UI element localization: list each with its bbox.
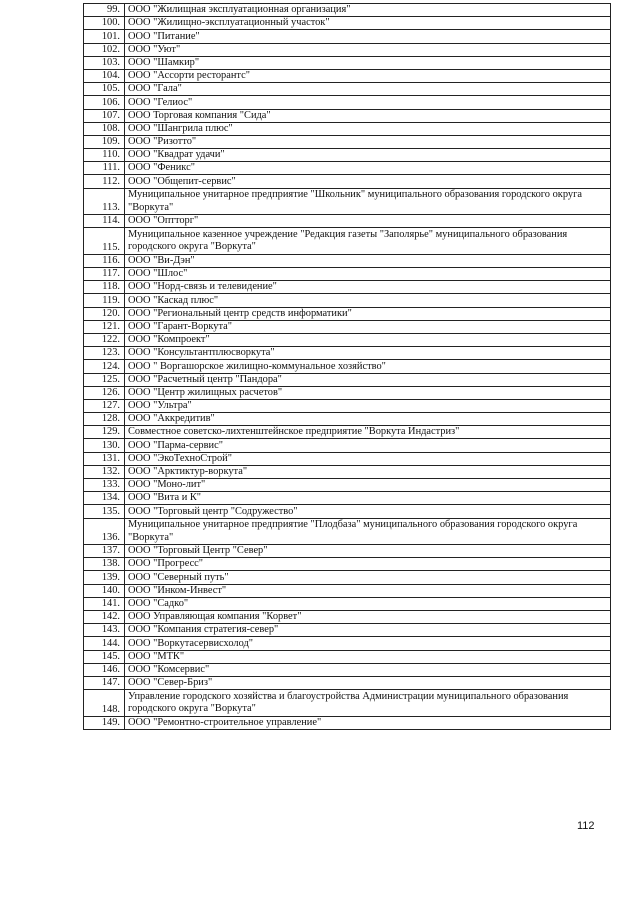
table-row: [84, 228, 611, 255]
organization-name: ООО "Арктиктур-воркута": [125, 465, 611, 478]
organization-name: ООО "Феникс": [125, 162, 611, 175]
table-row: [84, 624, 611, 637]
table-row: [84, 650, 611, 663]
organization-name: ООО "Гала": [125, 83, 611, 96]
row-number: 136.: [84, 518, 125, 545]
row-number: 115.: [84, 228, 125, 255]
row-number: 139.: [84, 571, 125, 584]
organization-name: ООО "Комсервис": [125, 663, 611, 676]
table-row: [84, 505, 611, 518]
row-number: 123.: [84, 347, 125, 360]
table-row: [84, 413, 611, 426]
row-number: 148.: [84, 690, 125, 717]
table-row: [84, 43, 611, 56]
row-number: 146.: [84, 663, 125, 676]
table-row: [84, 571, 611, 584]
table-row: [84, 347, 611, 360]
table-row: [84, 663, 611, 676]
organization-name: ООО "Торговый центр "Содружество": [125, 505, 611, 518]
row-number: 131.: [84, 452, 125, 465]
table-row: [84, 294, 611, 307]
table-row: [84, 518, 611, 545]
organization-name: ООО "Каскад плюс": [125, 294, 611, 307]
table-row: [84, 399, 611, 412]
organization-name: ООО "Прогресс": [125, 558, 611, 571]
organization-name: ООО "Оптторг": [125, 215, 611, 228]
row-number: 134.: [84, 492, 125, 505]
organization-name: ООО "Гарант-Воркута": [125, 320, 611, 333]
organization-name: ООО "Аккредитив": [125, 413, 611, 426]
row-number: 149.: [84, 716, 125, 729]
organization-name: ООО "Жилищная эксплуатационная организация": [125, 4, 611, 17]
table-row: [84, 96, 611, 109]
organization-name: ООО "Региональный центр средств информатики": [125, 307, 611, 320]
table-row: [84, 597, 611, 610]
table-row: [84, 320, 611, 333]
table-row: [84, 439, 611, 452]
organization-name: ООО "Ви-Дэн": [125, 254, 611, 267]
row-number: 133.: [84, 479, 125, 492]
table-row: [84, 175, 611, 188]
organization-name: Муниципальное унитарное предприятие "Плодбаза" муниципального образования городского округа "Воркута": [125, 518, 611, 545]
row-number: 142.: [84, 611, 125, 624]
row-number: 138.: [84, 558, 125, 571]
table-row: [84, 122, 611, 135]
table-row: [84, 545, 611, 558]
table-row: [84, 558, 611, 571]
table-row: [84, 4, 611, 17]
table-row: [84, 307, 611, 320]
row-number: 137.: [84, 545, 125, 558]
organizations-table-body: [84, 4, 611, 730]
row-number: 111.: [84, 162, 125, 175]
table-row: [84, 254, 611, 267]
table-row: [84, 215, 611, 228]
row-number: 108.: [84, 122, 125, 135]
table-row: [84, 83, 611, 96]
row-number: 135.: [84, 505, 125, 518]
row-number: 127.: [84, 399, 125, 412]
row-number: 113.: [84, 188, 125, 215]
organizations-table: [83, 3, 611, 730]
organization-name: ООО "Инком-Инвест": [125, 584, 611, 597]
row-number: 141.: [84, 597, 125, 610]
table-row: [84, 17, 611, 30]
row-number: 120.: [84, 307, 125, 320]
row-number: 125.: [84, 373, 125, 386]
organization-name: ООО "Расчетный центр "Пандора": [125, 373, 611, 386]
row-number: 101.: [84, 30, 125, 43]
organization-name: ООО "Гелиос": [125, 96, 611, 109]
row-number: 100.: [84, 17, 125, 30]
organization-name: Управление городского хозяйства и благоустройства Администрации муниципального образования городского округа "Воркута": [125, 690, 611, 717]
row-number: 107.: [84, 109, 125, 122]
row-number: 143.: [84, 624, 125, 637]
organization-name: ООО "ЭкоТехноСтрой": [125, 452, 611, 465]
table-row: [84, 690, 611, 717]
organization-name: ООО "Общепит-сервис": [125, 175, 611, 188]
row-number: 116.: [84, 254, 125, 267]
row-number: 122.: [84, 333, 125, 346]
row-number: 109.: [84, 135, 125, 148]
organization-name: ООО "Шангрила плюс": [125, 122, 611, 135]
row-number: 110.: [84, 149, 125, 162]
row-number: 129.: [84, 426, 125, 439]
organization-name: ООО "Шамкир": [125, 56, 611, 69]
table-row: [84, 333, 611, 346]
organization-name: ООО "МТК": [125, 650, 611, 663]
organization-name: ООО "Садко": [125, 597, 611, 610]
organization-name: Муниципальное унитарное предприятие "Школьник" муниципального образования городского округа "Воркута": [125, 188, 611, 215]
row-number: 140.: [84, 584, 125, 597]
table-row: [84, 611, 611, 624]
organization-name: ООО "Центр жилищных расчетов": [125, 386, 611, 399]
organization-name: ООО "Консультантплюсворкута": [125, 347, 611, 360]
organization-name: ООО "Север-Бриз": [125, 676, 611, 689]
table-row: [84, 584, 611, 597]
organization-name: ООО "Воркутасервисхолод": [125, 637, 611, 650]
table-row: [84, 109, 611, 122]
organization-name: ООО "Уют": [125, 43, 611, 56]
row-number: 99.: [84, 4, 125, 17]
organization-name: ООО "Ассорти ресторантс": [125, 69, 611, 82]
table-row: [84, 135, 611, 148]
row-number: 124.: [84, 360, 125, 373]
row-number: 106.: [84, 96, 125, 109]
table-row: [84, 162, 611, 175]
organization-name: ООО "Моно-лит": [125, 479, 611, 492]
organization-name: ООО "Северный путь": [125, 571, 611, 584]
row-number: 147.: [84, 676, 125, 689]
table-row: [84, 56, 611, 69]
organization-name: Совместное советско-лихтенштейнское предприятие "Воркута Индастриз": [125, 426, 611, 439]
row-number: 121.: [84, 320, 125, 333]
organization-name: ООО "Парма-сервис": [125, 439, 611, 452]
row-number: 145.: [84, 650, 125, 663]
table-row: [84, 30, 611, 43]
page-number: 112: [577, 820, 595, 832]
row-number: 102.: [84, 43, 125, 56]
table-row: [84, 188, 611, 215]
organization-name: ООО "Ремонтно-строительное управление": [125, 716, 611, 729]
table-row: [84, 637, 611, 650]
row-number: 119.: [84, 294, 125, 307]
row-number: 118.: [84, 281, 125, 294]
row-number: 105.: [84, 83, 125, 96]
table-row: [84, 716, 611, 729]
table-row: [84, 452, 611, 465]
row-number: 103.: [84, 56, 125, 69]
organization-name: Муниципальное казенное учреждение "Редакция газеты "Заполярье" муниципального образования городского округа "Воркута": [125, 228, 611, 255]
organization-name: ООО "Норд-связь и телевидение": [125, 281, 611, 294]
organization-name: ООО Управляющая компания "Корвет": [125, 611, 611, 624]
row-number: 128.: [84, 413, 125, 426]
row-number: 130.: [84, 439, 125, 452]
table-row: [84, 360, 611, 373]
organization-name: ООО " Воргашорское жилищно-коммунальное хозяйство": [125, 360, 611, 373]
row-number: 112.: [84, 175, 125, 188]
table-row: [84, 386, 611, 399]
table-row: [84, 676, 611, 689]
organization-name: ООО "Питание": [125, 30, 611, 43]
table-row: [84, 465, 611, 478]
row-number: 117.: [84, 268, 125, 281]
row-number: 126.: [84, 386, 125, 399]
row-number: 104.: [84, 69, 125, 82]
organization-name: ООО "Компания стратегия-север": [125, 624, 611, 637]
table-row: [84, 268, 611, 281]
organization-name: ООО "Торговый Центр "Север": [125, 545, 611, 558]
organization-name: ООО "Ризотто": [125, 135, 611, 148]
table-row: [84, 373, 611, 386]
table-row: [84, 492, 611, 505]
table-row: [84, 426, 611, 439]
organization-name: ООО "Компроект": [125, 333, 611, 346]
row-number: 132.: [84, 465, 125, 478]
organization-name: ООО "Шлос": [125, 268, 611, 281]
table-row: [84, 479, 611, 492]
organization-name: ООО "Ультра": [125, 399, 611, 412]
organization-name: ООО "Вита и К": [125, 492, 611, 505]
row-number: 114.: [84, 215, 125, 228]
organization-name: ООО "Жилищно-эксплуатационный участок": [125, 17, 611, 30]
row-number: 144.: [84, 637, 125, 650]
table-row: [84, 149, 611, 162]
table-row: [84, 281, 611, 294]
organization-name: ООО Торговая компания "Сида": [125, 109, 611, 122]
organization-name: ООО "Квадрат удачи": [125, 149, 611, 162]
table-row: [84, 69, 611, 82]
